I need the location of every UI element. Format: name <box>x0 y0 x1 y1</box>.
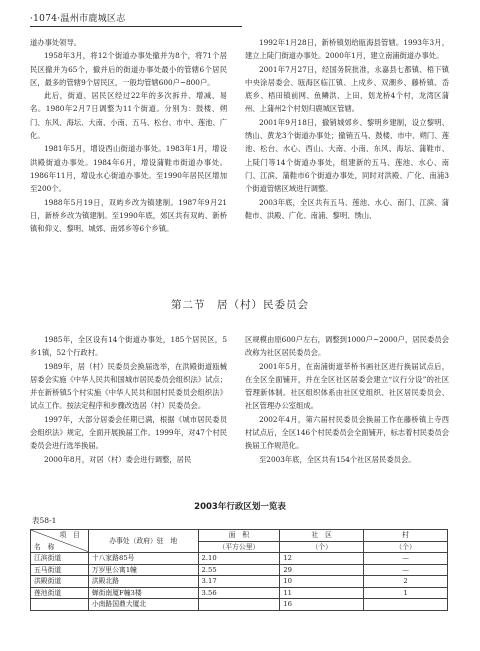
cell-name <box>31 599 89 611</box>
header-community: 社 区 <box>280 530 364 542</box>
table-number: 表58-1 <box>32 516 57 525</box>
cell-name: 洪殿街道 <box>31 576 89 588</box>
admin-division-table <box>30 529 448 611</box>
paragraph: 1958年3月，将12个街道办事处撤并为8个，将71个居民区撤并为65个，撤并后的街道办事处最小的管辖6个居民区，最多的管辖9个居民区，一般均管辖600户~800户。 <box>30 51 227 87</box>
paragraph: 1981年5月，增设西山街道办事处。1983年1月，增设洪殿街道办事处。1984年6月，增设蒲鞋市街道办事处。1986年11月，增设水心街道办事处。至1990年居民区增加至200个。 <box>30 144 227 194</box>
cell-village: — <box>364 564 448 576</box>
paragraph: 2002年4月，第六届村民委员会换届工作在藤桥镇上寺西村试点后，全区146个村民委员会全面铺开，标志着村民委员会换届工作规范化。 <box>245 414 449 451</box>
paragraph: 1989年，居（村）民委员会换届选举，在洪殿街道瓯械居委会实施《中华人民共和国城市居民委员会组织法》试点；并在新桥镇5个村实施《中华人民共和国村民委员会组织法》试点工作。按法定程序和步骤改选居（村）民委员会。 <box>30 361 228 411</box>
table-row <box>31 553 448 565</box>
cell-seat: 小南路国鼎大厦北 <box>88 599 198 611</box>
paragraph: 道办事处领导。 <box>30 38 82 47</box>
paragraph: 1988年5月19日，双屿乡改为镇建制。1987年9月21日，新桥乡改为镇建制。至1990年底，郊区共有双屿、新桥镇和仰义、黎明、城郊、南郊乡等6个乡镇。 <box>30 197 227 234</box>
table-header-row <box>31 530 448 542</box>
diagonal-header-cell <box>31 530 89 553</box>
section-title: 第二节 居（村）民委员会 <box>171 299 309 311</box>
paragraph: 1992年1月28日，新桥镇划给瓯海县管辖。1993年3月，建立上陡门街道办事处。2000年1月，建立南浦街道办事处。 <box>245 38 449 61</box>
cell-seat: 蝉街南厦F幢3楼 <box>88 587 198 599</box>
cell-name: 江滨街道 <box>31 553 89 565</box>
cell-community: 29 <box>280 564 364 576</box>
paragraph: 区规模由原600户左右，调整到1000户~2000户，居民委员会改称为社区居民委员会。 <box>245 335 449 358</box>
header-area-unit: （平方公里） <box>198 541 280 553</box>
left-bottom-column <box>30 333 227 466</box>
cell-area: 2.10 <box>198 553 280 565</box>
table-row <box>31 564 448 576</box>
header-area: 面 积 <box>198 530 280 542</box>
cell-community: 12 <box>280 553 364 565</box>
cell-village: — <box>364 553 448 565</box>
cell-village: 1 <box>364 587 448 599</box>
header-seat: 办事处（政府）驻 地 <box>88 530 198 553</box>
table-title: 2003年行政区划一览表 <box>194 502 286 512</box>
paragraph: 2001年9月18日，撤销城郊乡、黎明乡建制，设立黎明、绣山、黄龙3个街道办事处；撤销五马、鼓楼、市中、朔门、莲池、松台、水心、西山、大南、小南、东风、海坛、蒲鞋市、上陡门等14个街道办事处，组建新的五马、莲池、水心、南门、江滨、蒲鞋市6个街道办事处，同时对洪殿、广化、南浦3个街道管辖区域进行调整。 <box>245 117 449 194</box>
header-name: 名 称 <box>34 542 55 551</box>
table-row <box>31 587 448 599</box>
cell-seat: 洪殿北路 <box>88 576 198 588</box>
cell-seat: 十八家路85号 <box>88 553 198 565</box>
cell-village: 2 <box>364 576 448 588</box>
cell-area: 3.17 <box>198 576 280 588</box>
cell-area: 3.56 <box>198 587 280 599</box>
paragraph: 2001年7月27日，经国务院批准，永嘉县七都镇、梧下镇中央涂居委会、瓯海区临江镇、上戍乡、双潮乡、藤桥镇、岙底乡、梧田镇前网、鱼鳞洪、上田、划龙桥4个村，龙湾区蒲州、上蒲州2个村划归鹿城区管辖。 <box>245 64 449 114</box>
header-village: 村 <box>364 530 448 542</box>
paragraph: 2001年5月，在南浦街道莘桥书画社区进行换届试点后，在全区全面铺开，并在全区社区居委会建立“议行分设”的社区管理新体制。社区组织体系由社区党组织、社区居民委员会、社区管理办公室组成。 <box>245 361 449 411</box>
cell-community: 16 <box>280 599 364 611</box>
table-row <box>31 599 448 611</box>
header-rule <box>30 26 242 27</box>
table-row <box>31 576 448 588</box>
cell-seat: 万岁里公寓1幢 <box>88 564 198 576</box>
right-top-column <box>245 36 449 222</box>
header-item: 项 目 <box>59 531 80 539</box>
cell-community: 11 <box>280 587 364 599</box>
right-bottom-column <box>245 333 449 466</box>
header-community-unit: （个） <box>280 541 364 553</box>
paragraph: 1997年，大部分居委会任期已满，根据《城市居民委员会组织法》规定，全面开展换届工作。1999年，对47个村民委员会进行选举换届。 <box>30 414 227 451</box>
cell-area: 2.55 <box>198 564 280 576</box>
paragraph: 至2003年底，全区共有154个社区居民委员会。 <box>259 454 416 464</box>
cell-community: 10 <box>280 576 364 588</box>
running-header: ·1074·温州市鹿城区志 <box>30 14 126 24</box>
paragraph: 2000年8月，对居（村）委会进行调整，居民 <box>44 454 192 464</box>
cell-village <box>364 599 448 611</box>
cell-name: 莲池街道 <box>31 587 89 599</box>
paragraph: 此后，街道、居民区经过22年的多次拆并、增减、易名。1980年2月7日调整为11个街道。分别为：鼓楼、朔门、东风、海坛、大南、小南、五马、松台、市中、莲池、广化。 <box>30 91 228 141</box>
header-village-unit: （个） <box>364 541 448 553</box>
cell-area <box>198 599 280 611</box>
paragraph: 2003年底，全区共有五马、莲池、水心、南门、江滨、蒲鞋市、洪殿、广化、南浦、黎明、绣山、 <box>245 197 449 220</box>
paragraph: 1985年，全区设有14个街道办事处，185个居民区，5乡1镇，52个行政村。 <box>30 335 227 358</box>
left-top-column <box>30 36 227 235</box>
cell-name: 五马街道 <box>31 564 89 576</box>
